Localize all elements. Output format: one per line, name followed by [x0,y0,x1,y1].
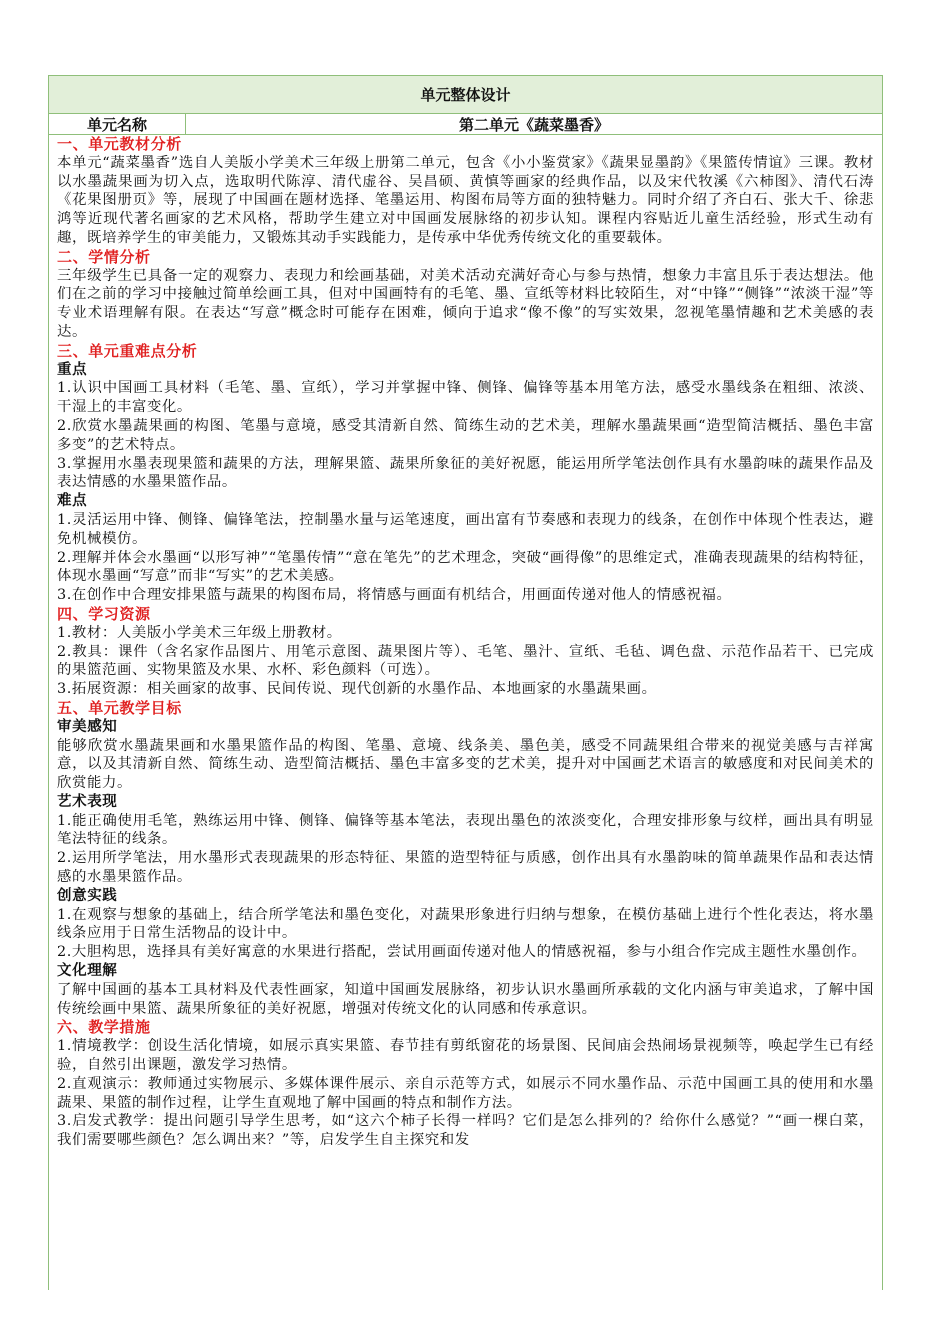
difficult-points-label: 难点 [57,493,88,510]
key-point-item: 3.掌握用水墨表现果篮和蔬果的方法，理解果篮、蔬果所象征的美好祝愿，能运用所学笔法创作具有水墨韵味的蔬果作品及表达情感的水墨果篮作品。 [57,455,874,491]
difficult-point-item: 2.理解并体会水墨画“以形写神”“笔墨传情”“意在笔先”的艺术理念，突破“画得像”的思维定式，准确表现蔬果的结构特征，体现水墨画“写意”而非“写实”的艺术美感。 [57,549,874,585]
resource-item: 3.拓展资源：相关画家的故事、民间传说、现代创新的水墨作品、本地画家的水墨蔬果画。 [57,681,657,698]
key-point-item: 2.欣赏水墨蔬果画的构图、笔墨与意境，感受其清新自然、简练生动的艺术美，理解水墨蔬果画“造型简洁概括、墨色丰富多变”的艺术特点。 [57,417,874,453]
unit-name-value: 第二单元《蔬菜墨香》 [458,115,609,134]
key-point-item: 1.认识中国画工具材料（毛笔、墨、宣纸），学习并掌握中锋、侧锋、偏锋等基本用笔方法，感受水墨线条在粗细、浓淡、干湿上的丰富变化。 [57,380,874,416]
key-points-label: 重点 [57,361,88,378]
section-heading-student-analysis: 二、学情分析 [57,247,151,266]
difficult-point-item: 3.在创作中合理安排果篮与蔬果的构图布局，将情感与画面有机结合，用画面传递对他人的情感祝福。 [57,587,732,604]
measure-item: 2.直观演示：教师通过实物展示、多媒体课件展示、亲自示范等方式，如展示不同水墨作品、示范中国画工具的使用和水墨蔬果、果篮的制作过程，让学生直观地了解中国画的特点和制作方法。 [57,1075,874,1111]
goal-text: 1.在观察与想象的基础上，结合所学笔法和墨色变化，对蔬果形象进行归纳与想象，在模仿基础上进行个性化表达，将水墨线条应用于日常生活物品的设计中。 [57,906,874,942]
table-content [49,135,882,1150]
section-heading-learning-resources: 四、学习资源 [57,604,151,623]
goal-text: 2.运用所学笔法，用水墨形式表现蔬果的形态特征、果篮的造型特征与质感，创作出具有水墨韵味的简单蔬果作品和表达情感的水墨果篮作品。 [57,850,874,886]
unit-name-row [49,114,882,135]
table-title: 单元整体设计 [49,76,882,114]
goal-label-culture: 文化理解 [57,963,118,980]
student-analysis-text: 三年级学生已具备一定的观察力、表现力和绘画基础，对美术活动充满好奇心与参与热情，想象力丰富且乐于表达想法。他们在之前的学习中接触过简单绘画工具，但对中国画特有的毛笔、墨、宣纸等材料比较陌生，对“中锋”“侧锋”“浓淡干湿”等专业术语理解有限。在表达“写意”概念时可能存在困难，倾向于追求“像不像”的写实效果，忽视笔墨情趣和艺术美感的表达。 [57,267,874,340]
measure-item: 1.情境教学：创设生活化情境，如展示真实果篮、春节挂有剪纸窗花的场景图、民间庙会热闹场景视频等，唤起学生已有经验，自然引出课题，激发学习热情。 [57,1038,874,1074]
unit-name-label: 单元名称 [49,114,186,134]
goal-text: 能够欣赏水墨蔬果画和水墨果篮作品的构图、笔墨、意境、线条美、墨色美，感受不同蔬果组合带来的视觉美感与吉祥寓意，以及其清新自然、简练生动、造型简洁概括、墨色丰富多变的艺术美，提升对中国画艺术语言的敏感度和对民间美术的欣赏能力。 [57,737,874,792]
section-heading-teaching-goals: 五、单元教学目标 [57,698,182,717]
goal-label-creative: 创意实践 [57,887,118,904]
unit-design-table [48,75,883,1290]
resource-item: 2.教具：课件（含名家作品图片、用笔示意图、蔬果图片等）、毛笔、墨汁、宣纸、毛毡、调色盘、示范作品若干、已完成的果篮范画、实物果篮及水果、水杯、彩色颜料（可选）。 [57,643,874,679]
section-heading-textbook-analysis: 一、单元教材分析 [57,135,182,153]
goal-text: 了解中国画的基本工具材料及代表性画家，知道中国画发展脉络，初步认识水墨画所承载的文化内涵与审美追求，了解中国传统绘画中果篮、蔬果所象征的美好祝愿，增强对传统文化的认同感和传承意识。 [57,981,874,1017]
goal-label-aesthetic: 审美感知 [57,718,118,735]
textbook-analysis-text: 本单元“蔬菜墨香”选自人美版小学美术三年级上册第二单元，包含《小小鉴赏家》《蔬果显墨韵》《果篮传情谊》三课。教材以水墨蔬果画为切入点，选取明代陈淳、清代虚谷、吴昌硕、黄慎等画家的经典作品，以及宋代牧溪《六柿图》、清代石涛《花果图册页》等，展现了中国画在题材选择、笔墨运用、构图布局等方面的独特魅力。同时介绍了齐白石、张大千、徐悲鸿等近现代著名画家的艺术风格，帮助学生建立对中国画发展脉络的初步认知。课程内容贴近儿童生活经验，形式生动有趣，既培养学生的审美能力，又锻炼其动手实践能力，是传承中华优秀传统文化的重要载体。 [57,154,874,246]
section-heading-teaching-measures: 六、教学措施 [57,1018,151,1037]
goal-label-expression: 艺术表现 [57,793,118,810]
difficult-point-item: 1.灵活运用中锋、侧锋、偏锋笔法，控制墨水量与运笔速度，画出富有节奏感和表现力的线条，在创作中体现个性表达，避免机械模仿。 [57,511,874,547]
goal-text: 2.大胆构思，选择具有美好寓意的水果进行搭配，尝试用画面传递对他人的情感祝福，参与小组合作完成主题性水墨创作。 [57,944,867,961]
measure-item: 3.启发式教学：提出问题引导学生思考，如“这六个柿子长得一样吗？它们是怎么排列的？给你什么感觉？”“画一棵白菜，我们需要哪些颜色？怎么调出来？”等，启发学生自主探究和发 [57,1113,874,1149]
resource-item: 1.教材：人美版小学美术三年级上册教材。 [57,624,342,641]
section-heading-key-difficult-points: 三、单元重难点分析 [57,341,198,360]
goal-text: 1.能正确使用毛笔，熟练运用中锋、侧锋、偏锋等基本笔法，表现出墨色的浓淡变化，合理安排形象与纹样，画出具有明显笔法特征的线条。 [57,812,874,848]
